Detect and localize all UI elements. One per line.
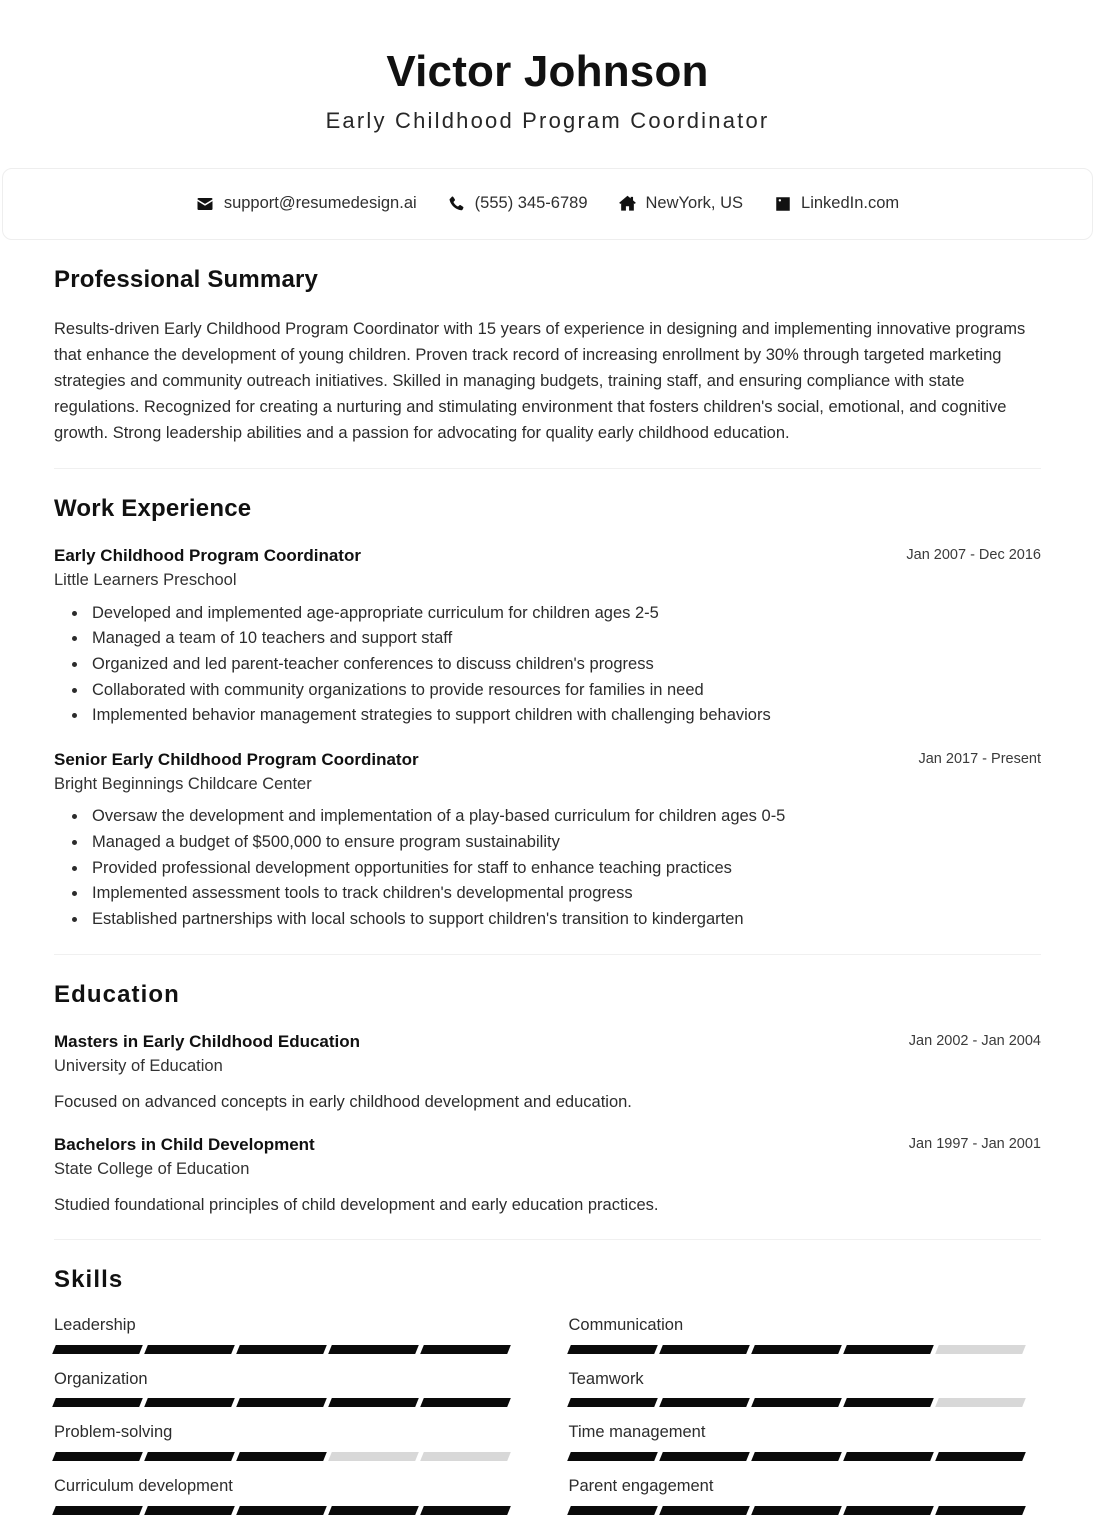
contact-bar [2, 168, 1093, 240]
work-bullets [54, 804, 1041, 932]
skill-level-segment [567, 1506, 658, 1515]
skill-item [54, 1423, 527, 1477]
work-bullet: • Developed and implemented age-appropriate curriculum for children ages 2-5 [88, 601, 1041, 627]
skill-item [54, 1477, 527, 1531]
skill-level-segment [52, 1398, 143, 1407]
work-bullets [54, 601, 1041, 729]
skill-level-bar [54, 1506, 509, 1515]
contact-email-label: support@resumedesign.ai [223, 194, 417, 213]
contact-location[interactable] [618, 194, 744, 213]
education-description: Focused on advanced concepts in early childhood development and education. [54, 1092, 632, 1111]
education-entry-head [54, 1134, 1041, 1155]
skill-level-segment [144, 1345, 235, 1354]
skill-level-segment [420, 1506, 511, 1515]
skill-name: Leadership [54, 1315, 136, 1334]
skill-level-segment [659, 1398, 750, 1407]
work-date: Jan 2017 - Present [918, 750, 1041, 767]
contact-location-label: NewYork, US [645, 194, 744, 213]
skill-level-segment [52, 1345, 143, 1354]
skill-item [569, 1316, 1042, 1370]
contact-linkedin[interactable] [773, 194, 899, 213]
skill-name: Curriculum development [54, 1477, 233, 1496]
skill-level-segment [751, 1398, 842, 1407]
skill-level-segment [328, 1345, 419, 1354]
section-title-summary: Professional Summary [54, 265, 319, 293]
skill-name: Communication [568, 1315, 684, 1334]
skill-level-segment [420, 1345, 511, 1354]
education-date: Jan 1997 - Jan 2001 [908, 1136, 1041, 1152]
work-date: Jan 2007 - Dec 2016 [906, 547, 1041, 564]
skill-level-segment [567, 1452, 658, 1461]
work-bullet: • Managed a team of 10 teachers and support staff [88, 626, 1041, 652]
section-title-work: Work Experience [54, 495, 252, 523]
work-organization: Little Learners Preschool [54, 571, 237, 590]
skill-level-segment [236, 1506, 327, 1515]
skill-level-segment [236, 1398, 327, 1407]
work-bullet: • Organized and led parent-teacher conferences to discuss children's progress [88, 652, 1041, 678]
skill-level-segment [751, 1345, 842, 1354]
skill-name: Organization [54, 1369, 148, 1388]
resume-header [0, 0, 1095, 152]
contact-linkedin-label: LinkedIn.com [801, 194, 900, 213]
contact-phone[interactable] [447, 194, 588, 213]
skill-item [569, 1477, 1042, 1531]
work-role: Early Childhood Program Coordinator [54, 546, 361, 566]
skill-level-segment [52, 1506, 143, 1515]
skill-name: Time management [568, 1423, 706, 1442]
skill-level-segment [843, 1506, 934, 1515]
skill-level-segment [567, 1398, 658, 1407]
skills-grid [54, 1316, 1041, 1531]
section-education [54, 954, 1041, 1217]
education-degree: Bachelors in Child Development [54, 1135, 315, 1154]
contact-email[interactable] [196, 194, 417, 213]
skill-level-segment [659, 1345, 750, 1354]
linkedin-icon [773, 194, 792, 213]
skill-level-segment [328, 1506, 419, 1515]
work-entry-head [54, 749, 1041, 770]
section-title-education: Education [54, 981, 180, 1009]
skill-level-segment [236, 1452, 327, 1461]
resume-body [0, 240, 1095, 1531]
skill-level-segment [567, 1345, 658, 1354]
skill-level-bar [569, 1452, 1024, 1461]
work-role: Senior Early Childhood Program Coordinator [54, 749, 419, 769]
education-description: Studied foundational principles of child development and early education practices. [54, 1195, 659, 1214]
skill-level-segment [328, 1398, 419, 1407]
work-bullet: • Oversaw the development and implementation of a play-based curriculum for children ages 0-5 [88, 804, 1041, 830]
skill-level-segment [420, 1452, 511, 1461]
work-bullet: • Collaborated with community organizations to provide resources for families in need [88, 678, 1041, 704]
skill-level-segment [843, 1345, 934, 1354]
home-icon [618, 194, 637, 213]
skill-level-bar [569, 1345, 1024, 1354]
work-bullet: • Managed a budget of $500,000 to ensure program sustainability [88, 830, 1041, 856]
skill-level-bar [569, 1398, 1024, 1407]
contact-phone-label: (555) 345-6789 [474, 194, 588, 213]
candidate-job-title: Early Childhood Program Coordinator [325, 107, 770, 133]
skill-level-bar [569, 1506, 1024, 1515]
education-entry-head [54, 1031, 1041, 1052]
skill-level-segment [328, 1452, 419, 1461]
education-school: University of Education [54, 1057, 223, 1076]
education-degree: Masters in Early Childhood Education [54, 1032, 361, 1052]
work-organization: Bright Beginnings Childcare Center [54, 774, 312, 793]
phone-icon [447, 194, 466, 213]
skill-item [569, 1423, 1042, 1477]
skill-level-segment [659, 1506, 750, 1515]
education-school: State College of Education [54, 1160, 250, 1179]
skill-level-segment [236, 1345, 327, 1354]
candidate-name: Victor Johnson [386, 47, 709, 96]
skill-level-bar [54, 1398, 509, 1407]
skill-level-segment [935, 1398, 1026, 1407]
skill-level-bar [54, 1452, 509, 1461]
skill-level-segment [659, 1452, 750, 1461]
work-entry [54, 545, 1041, 729]
skill-item [569, 1370, 1042, 1424]
work-bullet: • Established partnerships with local schools to support children's transition to kindergarten [88, 907, 1041, 933]
work-entry [54, 749, 1041, 933]
skill-level-segment [751, 1452, 842, 1461]
summary-paragraph: Results-driven Early Childhood Program Coordinator with 15 years of experience in designing and implementing innovative programs that enhance the development of young children. Proven track record of increasing enrollment by 30% through targeted marketing strategies and community outreach initiatives. Skilled in managing budgets, training staff, and ensuring compliance with state regulations. Recognized for creating a nurturing and stimulating environment that fosters children's social, emotional, and cognitive growth. Strong leadership abilities and a passion for advocating for quality early childhood education. [54, 319, 1026, 443]
section-work-experience [54, 468, 1041, 932]
skill-level-segment [935, 1506, 1026, 1515]
education-date: Jan 2002 - Jan 2004 [908, 1033, 1041, 1050]
skill-level-segment [751, 1506, 842, 1515]
skill-level-segment [420, 1398, 511, 1407]
skill-level-segment [935, 1452, 1026, 1461]
section-professional-summary [54, 240, 1041, 446]
work-entry-head [54, 545, 1041, 566]
skill-name: Problem-solving [54, 1423, 173, 1442]
skill-level-bar [54, 1345, 509, 1354]
skill-level-segment [144, 1398, 235, 1407]
skill-name: Teamwork [568, 1369, 644, 1388]
work-bullet: • Implemented behavior management strategies to support children with challenging behaviors [88, 703, 1041, 729]
skill-level-segment [144, 1452, 235, 1461]
skill-level-segment [935, 1345, 1026, 1354]
skill-level-segment [52, 1452, 143, 1461]
envelope-icon [196, 194, 215, 213]
section-skills [54, 1239, 1041, 1531]
skill-level-segment [843, 1398, 934, 1407]
education-entry [54, 1134, 1041, 1217]
education-entry [54, 1031, 1041, 1114]
skill-item [54, 1370, 527, 1424]
skill-name: Parent engagement [568, 1477, 714, 1496]
section-title-skills: Skills [54, 1265, 124, 1293]
skill-item [54, 1316, 527, 1370]
work-bullet: • Provided professional development opportunities for staff to enhance teaching practices [88, 856, 1041, 882]
skill-level-segment [843, 1452, 934, 1461]
work-bullet: • Implemented assessment tools to track children's developmental progress [88, 881, 1041, 907]
skill-level-segment [144, 1506, 235, 1515]
